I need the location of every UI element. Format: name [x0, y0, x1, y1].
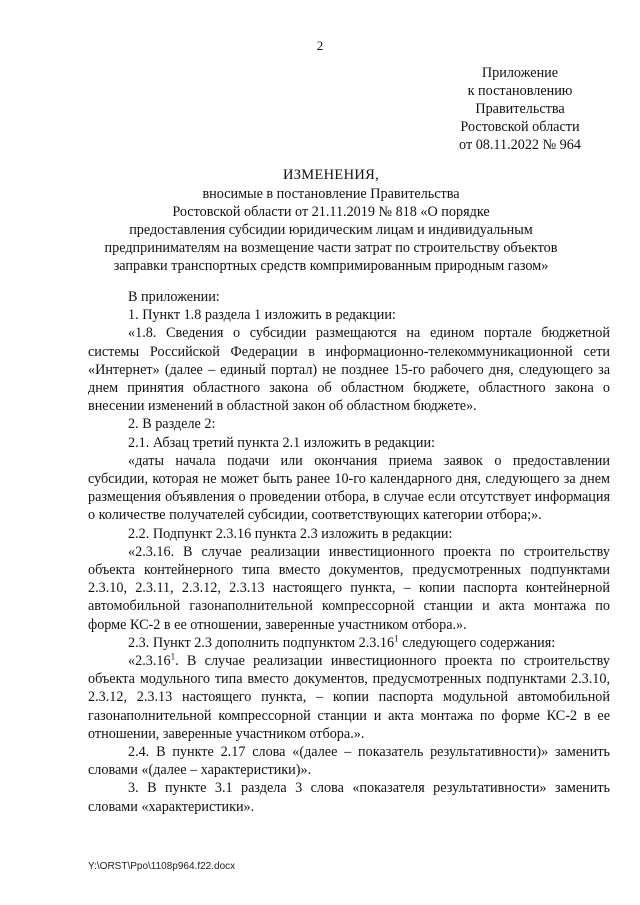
paragraph [88, 634, 610, 652]
appendix-line: Приложение [481, 65, 559, 81]
file-path-footer: Y:\ORST\Ppo\1108p964.f22.docx [88, 861, 236, 872]
title-line: вносимые в постановление Правительства [202, 186, 460, 202]
appendix-line: Правительства [475, 101, 565, 117]
paragraph: «2.3.16. В случае реализации инвестиционного проекта по строительству объекта контейнерного типа вместо документов, предусмотренных подпунктами 2.3.10, 2.3.11, 2.3.12, 2.3.13 настоящего пункта, – копии паспорта контейнерной автомобильной газонаполнительной компрессорной станции и акта монтажа по форме КС-2 в ее отношении, заверенные участником отбора.». [88, 543, 610, 633]
text-span: . В случае реализации инвестиционного проекта по строительству объекта модульного типа вместо документов, предусмотренных подпунктами 2.3.10, 2.3.12, 2.3.13 настоящего пункта, – копии паспорта модульной автомобильной газонаполнительной компрессорной станции и акта монтажа по форме КС-2 в ее отношении, заверенные участником отбора.». [88, 653, 610, 742]
paragraph: 2. В разделе 2: [128, 416, 216, 433]
appendix-block [440, 64, 600, 154]
paragraph: 3. В пункте 3.1 раздела 3 слова «показателя результативности» заменить словами «характеристики». [88, 780, 610, 815]
title-line: заправки транспортных средств компримированным природным газом» [113, 258, 549, 274]
text-span: 2.3. Пункт 2.3 дополнить подпунктом 2.3.16 [128, 634, 395, 651]
paragraph [88, 652, 610, 743]
paragraph: 2.2. Подпункт 2.3.16 пункта 2.3 изложить в редакции: [128, 525, 453, 542]
superscript: 1 [394, 633, 399, 644]
page-number: 2 [316, 38, 324, 53]
title-line: Ростовской области от 21.11.2019 № 818 «О порядке [172, 204, 490, 220]
paragraph: «1.8. Сведения о субсидии размещаются на едином портале бюджетной системы Российской Федерации в информационно-телекоммуникационной сети «Интернет» (далее – единый портал) не позднее 15-го рабочего дня, следующего за днем принятия областного закона об областном бюджете, областного закона о внесении изменений в областной закон об областном бюджете». [88, 325, 610, 415]
paragraph: В приложении: [128, 289, 220, 305]
paragraph: «даты начала подачи или окончания приема заявок о предоставлении субсидии, которая не может быть ранее 10-го календарного дня, следующего за днем размещения объявления о проведении отбора, в случае если отсутствует информация о количестве получателей субсидии, соответствующих категории отбора;». [88, 452, 610, 524]
paragraph: 1. Пункт 1.8 раздела 1 изложить в редакции: [128, 307, 396, 324]
paragraph: 2.4. В пункте 2.17 слова «(далее – показатель результативности)» заменить словами «(далее – характеристики)». [88, 744, 610, 779]
superscript: 1 [170, 651, 176, 662]
document-body [88, 288, 610, 816]
paragraph: 2.1. Абзац третий пункта 2.1 изложить в редакции: [128, 434, 435, 451]
text-span: «2.3.16 [128, 653, 171, 670]
appendix-line: Ростовской области [460, 119, 580, 135]
title-heading: ИЗМЕНЕНИЯ, [282, 167, 380, 183]
appendix-line: от 08.11.2022 № 964 [459, 137, 581, 153]
title-line: предпринимателям на возмещение части затрат по строительству объектов [104, 240, 558, 256]
title-line: предоставления субсидии юридическим лицам и индивидуальным [129, 222, 533, 238]
document-title [96, 166, 566, 275]
appendix-line: к постановлению [467, 83, 573, 99]
text-span: следующего содержания: [398, 634, 556, 651]
